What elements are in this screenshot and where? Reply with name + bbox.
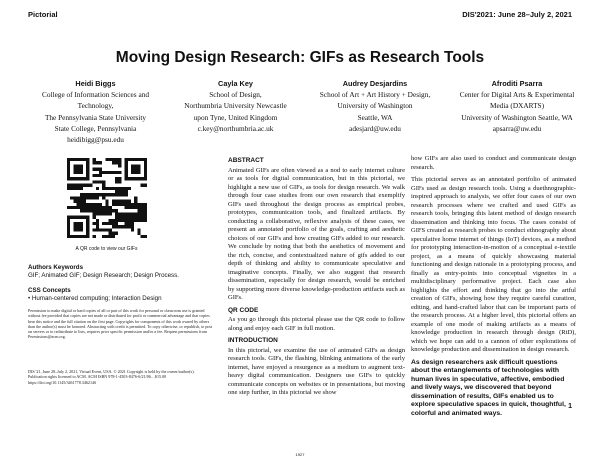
qr-caption: A QR code to view our GIFs	[75, 246, 138, 252]
author-email: apsarra@uw.edu	[492, 123, 542, 133]
author-affiliation-line: Technology,	[77, 101, 114, 111]
author-affiliation-line: University of Washington Seattle, WA	[461, 112, 573, 122]
permission-notice: Permission to make digital or hard copies of all or part of this work for personal or classroom use is granted without fee provided that copies are not made or distributed for profit or commercial advantage and that copies bear this notice and the full citation on the first page. Copyrights for components of this work owned by others than the author(s) must be honored. Abstracting with credit is permitted. To copy otherwise, or republish, to post on servers or to redistribute to lists, requires prior specific permission and/or a fee. Request permissions from Permissions@acm.org.	[28, 308, 213, 340]
author-email: adesjard@uw.edu	[349, 123, 401, 133]
author-4	[447, 78, 587, 134]
introduction-text: In this pictorial, we examine the use of animated GIFs as design research tools. GIFs, the flashing, blinking animations of the early internet, have enjoyed a resurgence as a medium to augment text-heavy digital communication. Designers use GIFs to quickly communicate concepts on websites or in presentations, but moving one step further, in this pictorial we show	[228, 346, 405, 396]
author-affiliation-line: School of Art + Art History + Design,	[319, 90, 431, 100]
author-name: Heidi Biggs	[75, 79, 116, 88]
column-middle	[228, 157, 405, 402]
author-affiliation-line: Media (DXARTS)	[489, 101, 545, 111]
running-head-right: DIS'2021: June 28–July 2, 2021	[462, 10, 572, 19]
qr-code-heading: QR CODE	[228, 306, 259, 314]
author-affiliation-line: Northumbria University Newcastle	[184, 101, 287, 111]
qr-code-text: As you go through this pictorial please use the QR code to follow along and enjoy each GIF in full motion.	[228, 316, 405, 332]
keywords-section	[28, 264, 213, 279]
body-paragraph: how GIFs are also used to conduct and communicate design research.	[411, 155, 576, 171]
page-number: 1	[568, 403, 572, 410]
author-affiliation-line: Seattle, WA	[357, 112, 393, 122]
body-paragraph: This pictorial serves as an annotated portfolio of animated GIFs used as design research tools. Using a duethnographic-inspired approach to analysis, we offer four cases of our own research processes where we crafted and used GIFs as research tools, bringing this latent method of design research dissemination and thinking into focus. The cases consist of GIFS created as research probes to conduct ethnography about speculative home internet of things (IoT) devices, as a method for prototyping interaction-in-motion of a conceptual e-textile project, as a means of quickly showcasing material functioning and design rationale in a prototyping process, and finally as entry-points into conceptual vignettes in a multidisciplinary performative project. Each case also highlights the effort and thinking that go into the artful creation of GIFs, showing how they require careful curation, editing, and hand-crafted labor that can be important parts of the research process. At a higher level, this pictorial offers an example of one mode of making artifacts as a means of knowledge production in research through design (RtD), which we hope can add to a cannon of other explorations of knowledge production and dissemination in design research.	[411, 176, 576, 353]
column-right	[411, 155, 576, 423]
introduction-heading: INTRODUCTION	[228, 337, 278, 344]
author-3	[305, 78, 445, 134]
author-1	[28, 78, 163, 145]
author-affiliation-line: upon Tyne, United Kingdom	[193, 112, 278, 122]
ccs-heading: CSS Concepts	[28, 287, 71, 294]
author-affiliation-line: School of Design,	[209, 90, 262, 100]
keywords-text: GIF; Animated GIF; Design Research; Design Process.	[28, 272, 179, 279]
author-2	[168, 78, 303, 134]
author-name: Audrey Desjardins	[342, 79, 408, 88]
abstract-heading: ABSTRACT	[228, 157, 264, 164]
paper-title: Moving Design Research: GIFs as Research Tools	[115, 49, 485, 66]
abstract-text: Animated GIFs are often viewed as a nod to early internet culture or as tools for digital communication, but in this pictorial, we highlight a new use of GIFs, as tools for design research. We walk through four case studies from our own research that exemplify GIFs used throughout the design process as empirical probes, prototypes, communication tools, and finalized artifacts. By conducting a collaborative, reflexive analysis of these cases, we present an annotated portfolio of the goals, crafting and aesthetic choices of our GIFs and how creating GIFs added to our research. We conclude by noting that both the aesthetics of movement and the rich, concise, and contextualized nature of gifs added to our depth of thinking and ability to communicate speculative and imaginative concepts. Finally, we also suggest that research dissemination, especially for design research, would be enriched by supporting more diverse knowledge-production artifacts such as GIFs.	[228, 166, 405, 301]
author-email: heidibigg@psu.edu	[67, 135, 124, 145]
copyright-notice: DIS '21, June 28–July 2, 2021, Virtual Event, USA. © 2021 Copyright is held by the owner/author(s). Publication rights licensed to ACM. ACM ISBN 978-1-4503-8476-6/21/06…$15.00 https://doi.org/10.1145/3461778.3462146	[28, 369, 195, 385]
author-affiliation-line: College of Information Sciences and	[42, 90, 149, 100]
ccs-text: • Human-centered computing; Interaction Design	[28, 295, 162, 302]
highlight-paragraph: As design researchers ask difficult questions about the entanglements of technologies with human lives in speculative, affective, embodied and lively ways, we discovered that beyond dissemination of results, GIFs enabled us to explore speculative spaces in quick, thoughtful, colorful and animated ways.	[411, 358, 566, 418]
ccs-section	[28, 287, 213, 302]
author-email: c.key@northumbria.ac.uk	[197, 123, 274, 133]
footer-page-number: 1927	[295, 452, 305, 457]
author-affiliation-line: State College, Pennsylvania	[54, 123, 137, 133]
running-head-left: Pictorial	[28, 10, 58, 19]
author-name: Cayla Key	[218, 79, 253, 88]
author-affiliation-line: The Pennsylvania State University	[44, 112, 147, 122]
qr-code-image[interactable]	[67, 158, 147, 238]
author-affiliation-line: Center for Digital Arts & Experimental	[459, 90, 575, 100]
author-affiliation-line: University of Washington	[337, 101, 413, 111]
keywords-heading: Authors Keywords	[28, 264, 84, 271]
author-name: Afroditi Psarra	[491, 79, 543, 88]
